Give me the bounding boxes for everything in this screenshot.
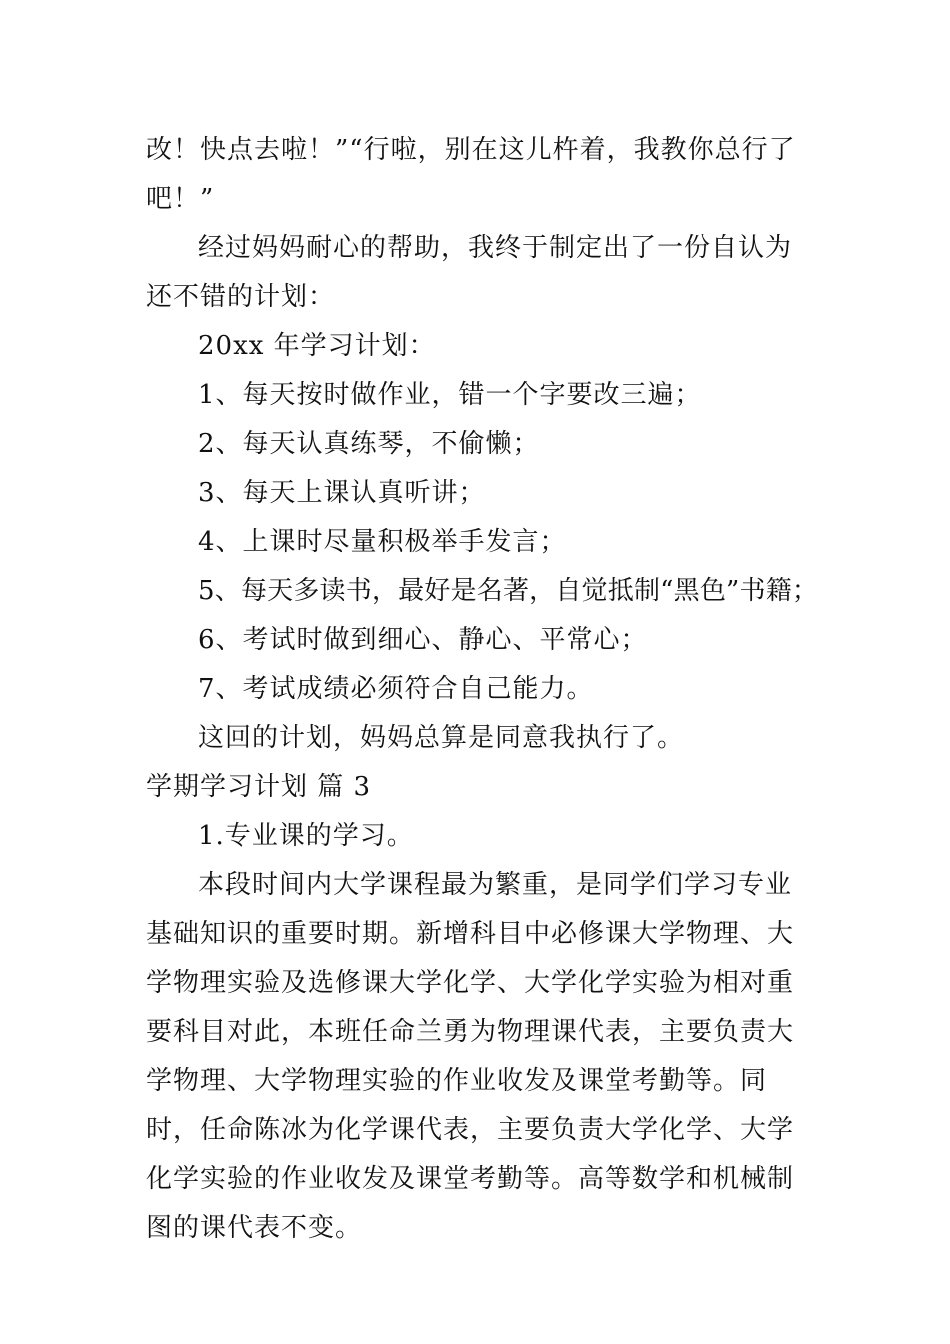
document-body: [146, 126, 819, 1253]
plan-item: 4、上课时尽量积极举手发言；: [198, 527, 567, 557]
approval-paragraph: 这回的计划，妈妈总算是同意我执行了。: [198, 723, 685, 753]
plan-title: 20xx 年学习计划：: [198, 331, 436, 361]
section-heading: 学期学习计划 篇 3: [146, 772, 372, 802]
plan-item: 1、每天按时做作业，错一个字要改三遍；: [198, 380, 702, 410]
continuation-paragraph: 改！快点去啦！”“行啦，别在这儿杵着，我教你总行了吧！”: [146, 135, 796, 214]
plan-item: 5、每天多读书，最好是名著，自觉抵制“黑色”书籍；: [198, 576, 819, 606]
subheading: 1.专业课的学习。: [198, 821, 414, 851]
plan-intro-paragraph: 经过妈妈耐心的帮助，我终于制定出了一份自认为还不错的计划：: [146, 233, 793, 312]
plan-item: 6、考试时做到细心、静心、平常心；: [198, 625, 648, 655]
plan-item: 3、每天上课认真听讲；: [198, 478, 486, 508]
course-paragraph: 本段时间内大学课程最为繁重，是同学们学习专业基础知识的重要时期。新增科目中必修课大学物理、大学物理实验及选修课大学化学、大学化学实验为相对重要科目对此，本班任命兰勇为物理课代表，主要负责大学物理、大学物理实验的作业收发及课堂考勤等。同时，任命陈冰为化学课代表，主要负责大学化学、大学化学实验的作业收发及课堂考勤等。高等数学和机械制图的课代表不变。: [146, 870, 795, 1243]
plan-item: 2、每天认真练琴，不偷懒；: [198, 429, 540, 459]
plan-item: 7、考试成绩必须符合自己能力。: [198, 674, 594, 704]
